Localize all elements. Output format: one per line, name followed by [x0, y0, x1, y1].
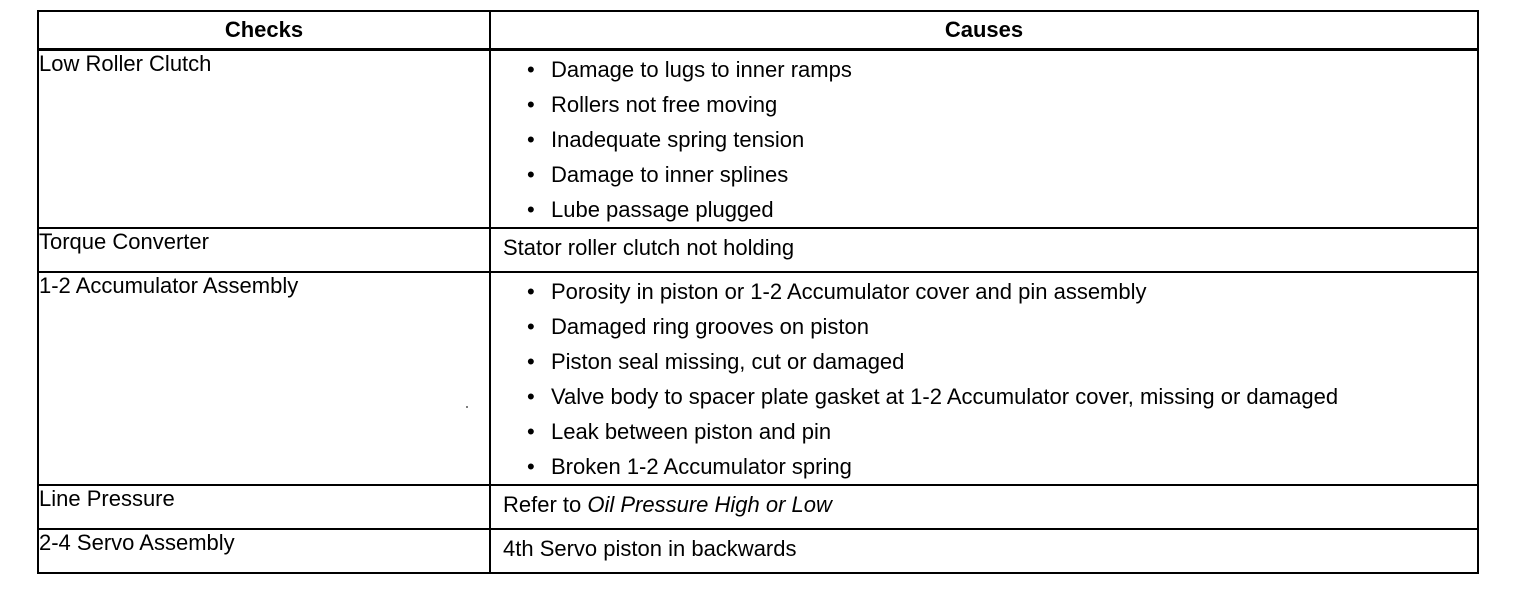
- cause-item: • Rollers not free moving: [527, 92, 1457, 118]
- check-cell: 1-2 Accumulator Assembly: [38, 272, 490, 485]
- check-cell: Torque Converter: [38, 228, 490, 272]
- cause-prefix: Refer to: [503, 492, 588, 517]
- table-row: [38, 485, 1478, 529]
- cause-item: • Inadequate spring tension: [527, 127, 1457, 153]
- diagnosis-table: [37, 10, 1479, 574]
- causes-list: [491, 273, 1477, 484]
- check-cell: Low Roller Clutch: [38, 50, 490, 229]
- cause-item: • Valve body to spacer plate gasket at 1-2 Accumulator cover, missing or damaged: [527, 384, 1457, 410]
- checks-header: Checks: [38, 11, 490, 50]
- cause-item: • Broken 1-2 Accumulator spring: [527, 454, 1457, 480]
- causes-cell: [490, 50, 1478, 229]
- cause-item: • Damage to lugs to inner ramps: [527, 57, 1457, 83]
- table-row: [38, 529, 1478, 573]
- causes-cell: [490, 272, 1478, 485]
- table-row: [38, 50, 1478, 229]
- causes-header: Causes: [490, 11, 1478, 50]
- cause-item: • Piston seal missing, cut or damaged: [527, 349, 1457, 375]
- header-row: [38, 11, 1478, 50]
- cross-reference: Oil Pressure High or Low: [587, 492, 832, 517]
- table-row: [38, 228, 1478, 272]
- table-row: [38, 272, 1478, 485]
- cause-item: • Lube passage plugged: [527, 197, 1457, 223]
- cause-cell: Stator roller clutch not holding: [490, 228, 1478, 272]
- cause-cell: 4th Servo piston in backwards: [490, 529, 1478, 573]
- check-cell: 2-4 Servo Assembly: [38, 529, 490, 573]
- cause-item: • Leak between piston and pin: [527, 419, 1457, 445]
- scan-speck: [466, 406, 468, 408]
- causes-list: [491, 51, 1477, 227]
- cause-item: • Damaged ring grooves on piston: [527, 314, 1457, 340]
- cause-item: • Damage to inner splines: [527, 162, 1457, 188]
- check-cell: Line Pressure: [38, 485, 490, 529]
- cause-item: • Porosity in piston or 1-2 Accumulator cover and pin assembly: [527, 279, 1457, 305]
- cause-cell: [490, 485, 1478, 529]
